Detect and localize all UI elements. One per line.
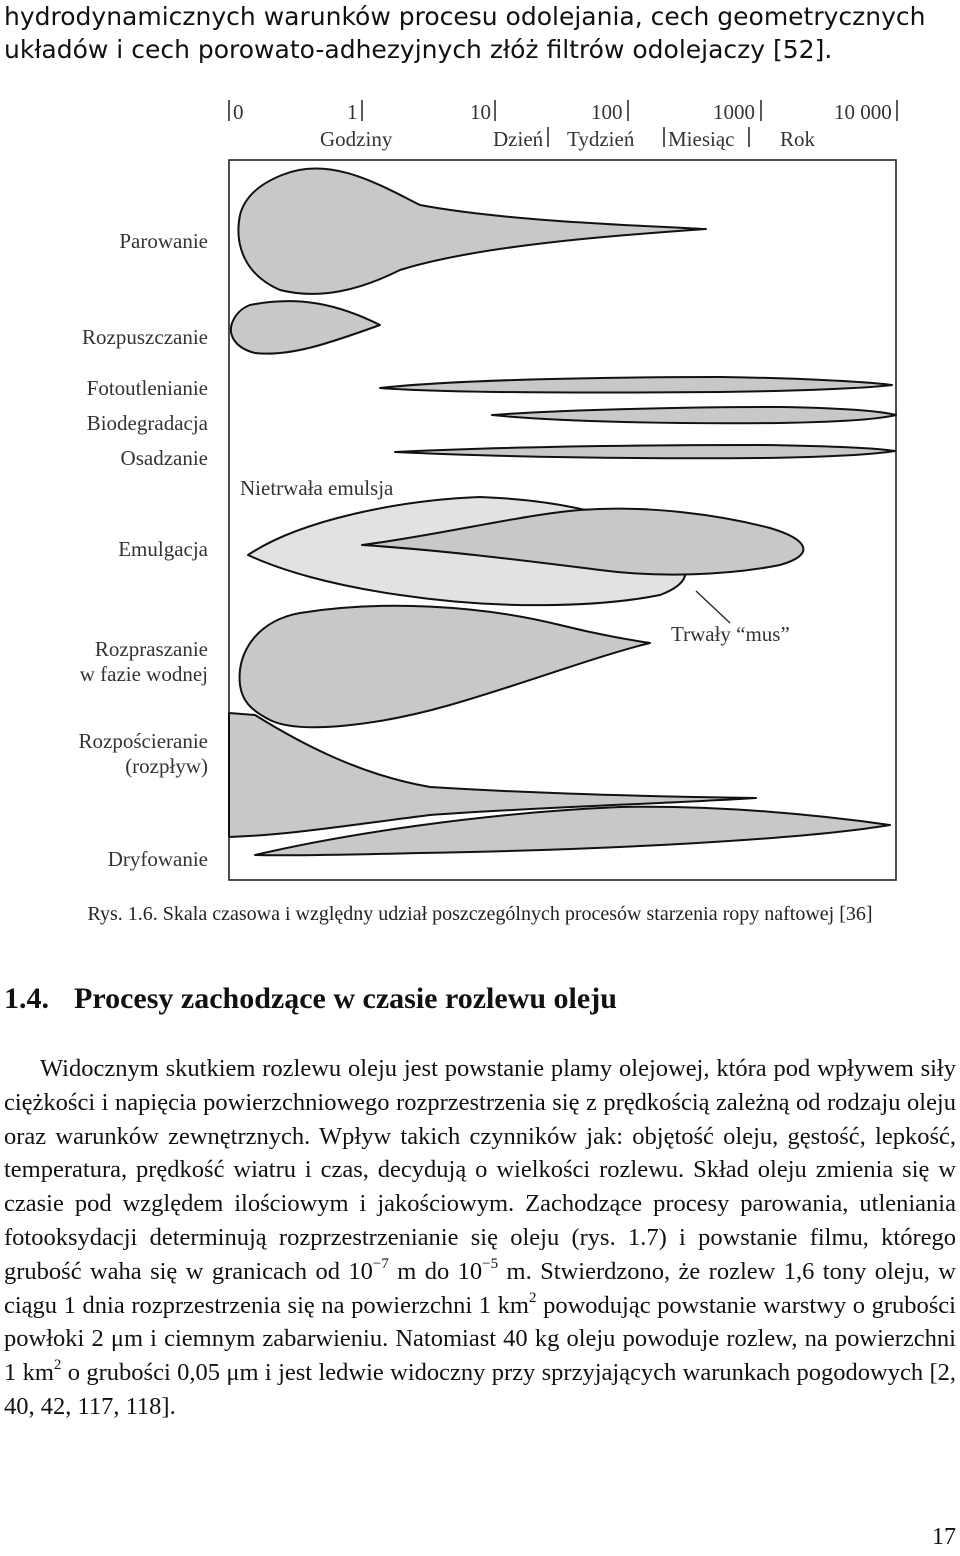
- section-heading: [4, 982, 617, 1016]
- biodegradation-shape: [492, 407, 896, 423]
- label-drift: Dryfowanie: [107, 847, 208, 871]
- label-biodegradation: Biodegradacja: [86, 411, 208, 435]
- scale-label-1: 1: [347, 100, 358, 124]
- scale-label-1000: 1000: [713, 100, 755, 124]
- scale-label-10000: 10 000: [834, 100, 892, 124]
- label-sedimentation: Osadzanie: [120, 446, 208, 470]
- scale-label-100: 100: [591, 100, 623, 124]
- exponent-2: −5: [482, 1255, 499, 1272]
- unit-label-year: Rok: [780, 127, 816, 151]
- sedimentation-shape: [395, 445, 895, 458]
- exponent-1: −7: [372, 1255, 389, 1272]
- label-evaporation: Parowanie: [119, 229, 208, 253]
- annotation-stable-mousse: Trwały “mus”: [671, 622, 790, 646]
- body-text-part4: powodując powstanie warstwy o grubości powłoki 2 μm i ciemnym zabarwieniu. Natomiast 40 kg oleju powoduje rozlew, na powierzchni 1 km: [4, 1291, 956, 1387]
- aging-process-figure: [0, 95, 960, 895]
- section-number: 1.4.: [4, 982, 49, 1015]
- unit-label-day: Dzień: [493, 127, 544, 151]
- label-spreading-line1: Rozpościeranie: [78, 729, 208, 753]
- scale-label-0: 0: [233, 100, 244, 124]
- body-text-part1: Widocznym skutkiem rozlewu oleju jest powstanie plamy olejowej, która pod wpływem siły ciężkości i napięcia powierzchniowego rozprzestrzenia się z prędkością zależną od rodzaju oleju oraz warunków zewnętrznych. Wpływ takich czynników jak: objętość oleju, gęstość, lepkość, temperatura, prędkość wiatru i czas, decydują o wielkości rozlewu. Skład oleju zmienia się w czasie pod względem ilościowym i jakościowym. Zachodzące procesy parowania, utleniania fotooksydacji determinują rozprzestrzenianie się oleju (rys. 1.7) i powstanie filmu, którego grubość waha się w granicach od 10: [4, 1055, 956, 1285]
- figure-caption: Rys. 1.6. Skala czasowa i względny udział poszczególnych procesów starzenia ropy naftowej [36]: [87, 903, 873, 925]
- label-dispersion-line2: w fazie wodnej: [79, 662, 208, 686]
- body-text-part5: o grubości 0,05 μm i jest ledwie widoczny przy sprzyjających warunkach pogodowych [2, 40, 42, 117, 118].: [4, 1359, 956, 1420]
- section-title: Procesy zachodzące w czasie rozlewu oleju: [74, 982, 617, 1015]
- dispersion-shape: [240, 606, 650, 727]
- exponent-4: 2: [53, 1357, 62, 1374]
- body-paragraph: [4, 1052, 956, 1424]
- body-text-part3: m. Stwierdzono, że rozlew 1,6 tony oleju, w ciągu 1 dnia rozprzestrzenia się na powierzchni 1 km: [4, 1257, 956, 1319]
- label-photooxidation: Fotoutlenianie: [86, 376, 208, 400]
- page-number: 17: [932, 1524, 956, 1550]
- unit-label-hours: Godziny: [320, 127, 393, 151]
- annotation-unstable-emulsion: Nietrwała emulsja: [240, 476, 394, 500]
- photooxidation-shape: [380, 377, 892, 393]
- intro-paragraph: hydrodynamicznych warunków procesu odolejania, cech geometrycznych układów i cech porowato-adhezyjnych złóż filtrów odolejaczy [52].: [4, 2, 926, 64]
- evaporation-shape: [238, 168, 706, 294]
- unit-label-week: Tydzień: [567, 127, 635, 151]
- label-dissolution: Rozpuszczanie: [82, 325, 208, 349]
- dissolution-shape: [231, 301, 380, 354]
- unit-label-month: Miesiąc: [668, 127, 735, 151]
- label-spreading-line2: (rozpływ): [125, 754, 208, 778]
- mousse-pointer-line: [696, 591, 730, 623]
- body-text-part2: m do 10: [388, 1257, 483, 1285]
- exponent-3: 2: [528, 1289, 537, 1306]
- label-dispersion-line1: Rozpraszanie: [94, 637, 208, 661]
- label-emulsification: Emulgacja: [118, 537, 208, 561]
- scale-label-10: 10: [470, 100, 491, 124]
